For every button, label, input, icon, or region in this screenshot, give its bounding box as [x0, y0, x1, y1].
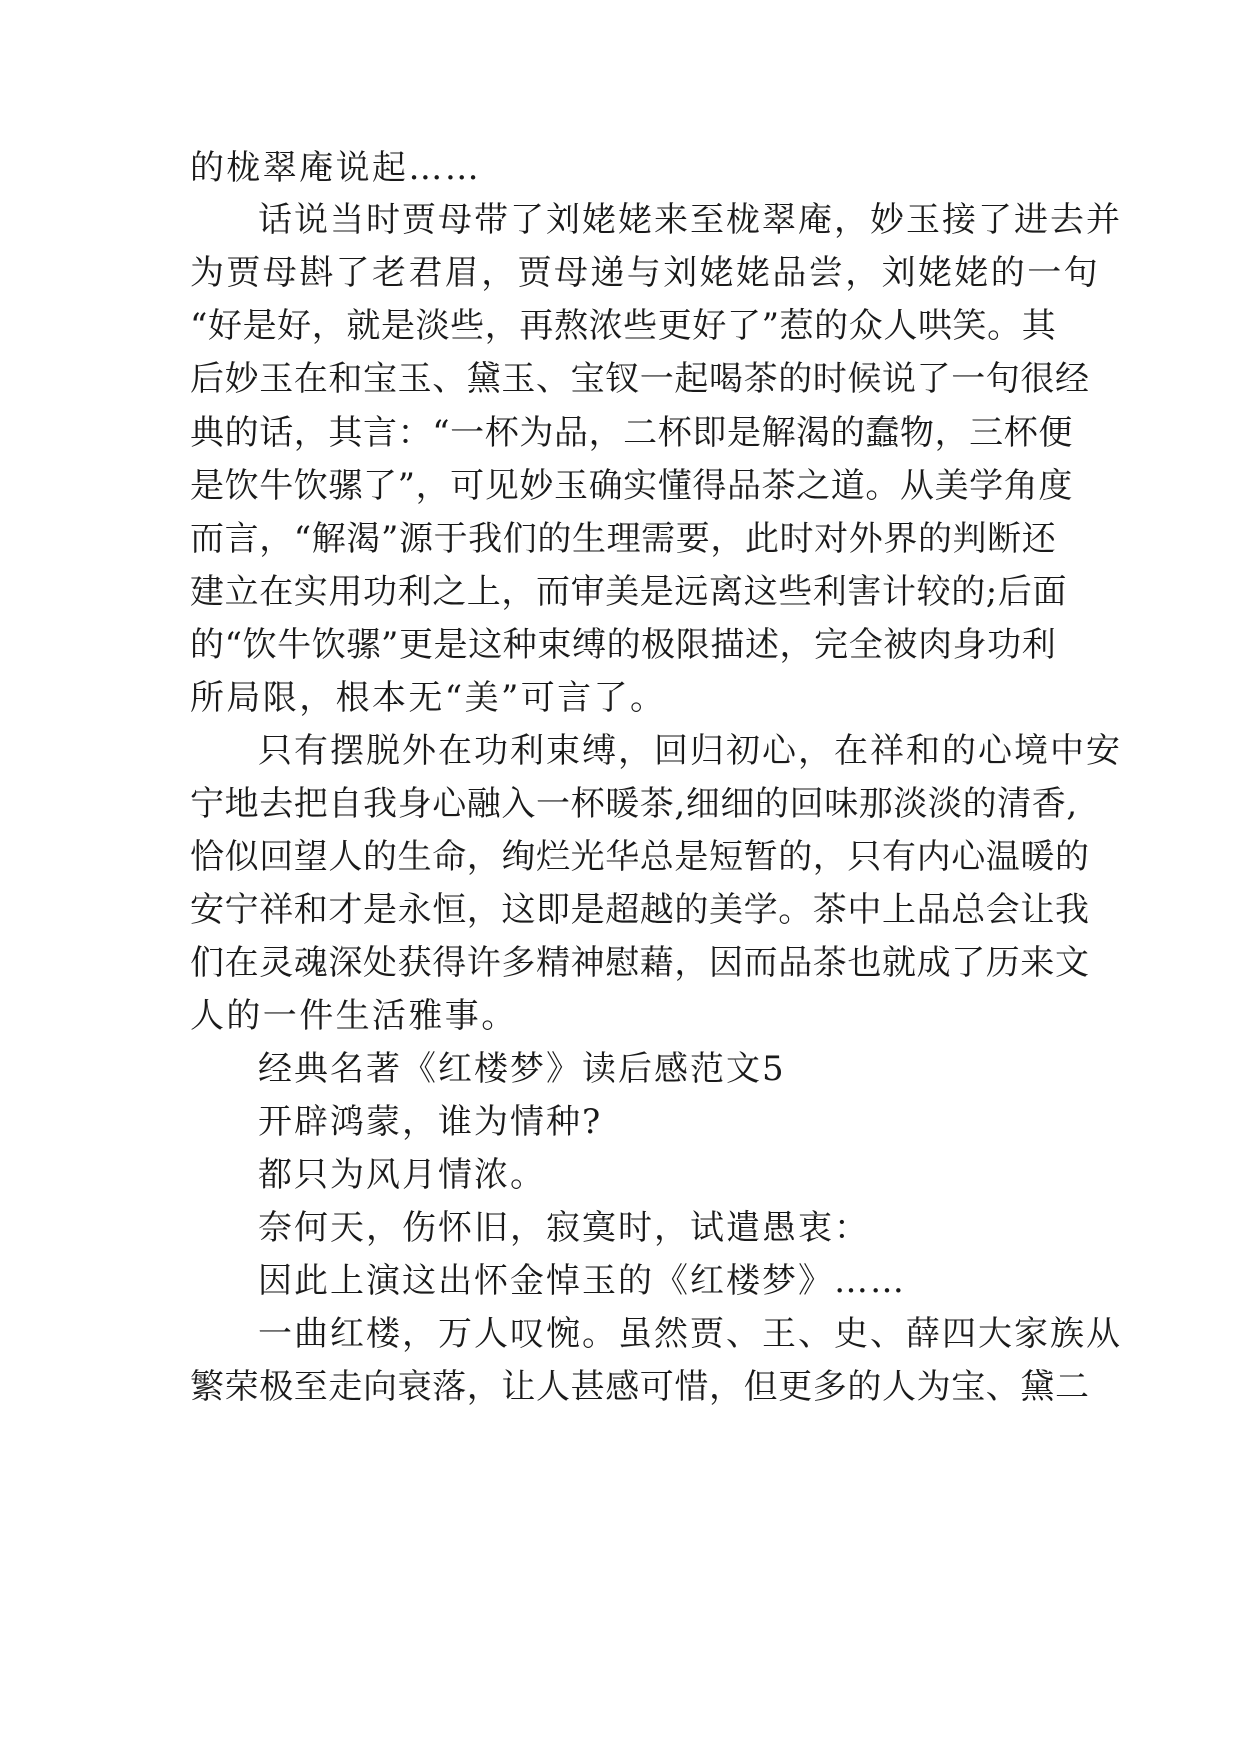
poem-line: 开辟鸿蒙，谁为情种? — [258, 1102, 603, 1142]
text-line: 所局限，根本无“美”可言了。 — [190, 678, 667, 718]
text-line: 繁荣极至走向衰落，让人甚感可惜，但更多的人为宝、黛二 — [190, 1367, 1090, 1407]
text-line: 后妙玉在和宝玉、黛玉、宝钗一起喝茶的时候说了一句很经 — [190, 359, 1090, 399]
paragraph-first-line: 话说当时贾母带了刘姥姥来至栊翠庵，妙玉接了进去并 — [258, 200, 1122, 240]
text-line: 典的话，其言：“一杯为品，二杯即是解渴的蠢物，三杯便 — [190, 413, 1073, 453]
paragraph-first-line: 只有摆脱外在功利束缚，回归初心，在祥和的心境中安 — [258, 731, 1122, 771]
text-line: 人的一件生活雅事。 — [190, 996, 518, 1036]
text-line: 的栊翠庵说起…… — [190, 148, 482, 188]
text-line: “好是好，就是淡些，再熬浓些更好了”惹的众人哄笑。其 — [190, 306, 1057, 346]
poem-line: 奈何天，伤怀旧，寂寞时，试遣愚衷： — [258, 1208, 870, 1248]
text-line: 们在灵魂深处获得许多精神慰藉，因而品茶也就成了历来文 — [190, 943, 1090, 983]
text-line: 而言，“解渴”源于我们的生理需要，此时对外界的判断还 — [190, 519, 1057, 559]
section-heading: 经典名著《红楼梦》读后感范文5 — [258, 1049, 786, 1089]
text-line: 安宁祥和才是永恒，这即是超越的美学。茶中上品总会让我 — [190, 890, 1090, 930]
paragraph-first-line: 一曲红楼，万人叹惋。虽然贾、王、史、薛四大家族从 — [258, 1314, 1122, 1354]
text-line: 恰似回望人的生命，绚烂光华总是短暂的，只有内心温暖的 — [190, 837, 1090, 877]
text-line: 的“饮牛饮骡”更是这种束缚的极限描述，完全被肉身功利 — [190, 625, 1057, 665]
poem-line: 都只为风月情浓。 — [258, 1155, 546, 1195]
poem-line: 因此上演这出怀金悼玉的《红楼梦》…… — [258, 1261, 906, 1301]
text-line: 建立在实用功利之上，而审美是远离这些利害计较的;后面 — [190, 572, 1068, 612]
text-line: 宁地去把自我身心融入一杯暖茶,细细的回味那淡淡的清香, — [190, 784, 1078, 824]
text-line: 是饮牛饮骡了”，可见妙玉确实懂得品茶之道。从美学角度 — [190, 466, 1073, 506]
text-line: 为贾母斟了老君眉，贾母递与刘姥姥品尝，刘姥姥的一句 — [190, 253, 1100, 293]
